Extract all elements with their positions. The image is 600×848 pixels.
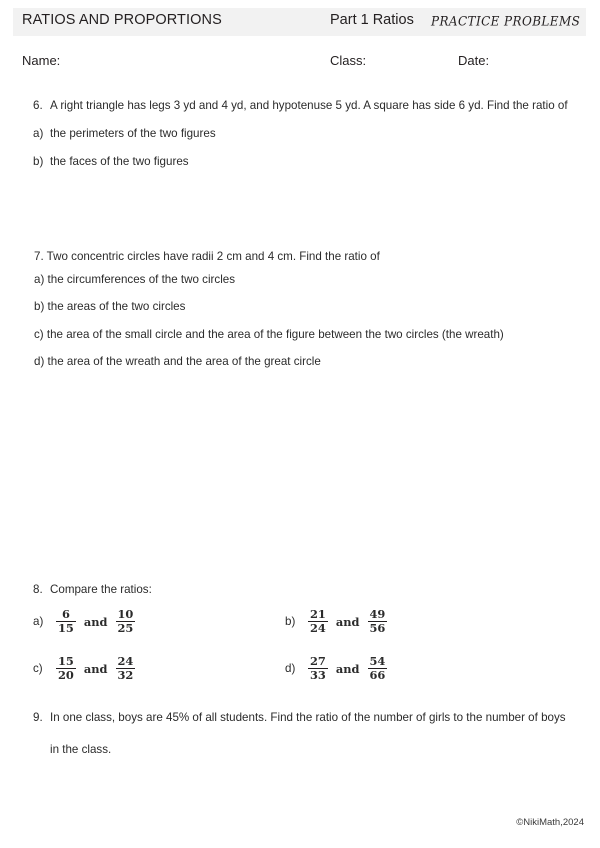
denominator: 56: [369, 621, 386, 636]
question-8-item-a-label: a): [33, 615, 44, 629]
question-8-item-b: [285, 608, 388, 636]
header-practice-problems-label: PRACTICE PROBLEMS: [431, 14, 581, 29]
name-field-label: Name:: [22, 53, 61, 68]
question-8-item-d-fraction-2: [368, 655, 388, 683]
denominator: 33: [310, 668, 326, 683]
question-6-marker: 6.: [33, 99, 43, 112]
question-8-item-c: [33, 655, 136, 683]
question-9-line-2: in the class.: [50, 742, 112, 756]
question-7-part-a: a) the circumferences of the two circles: [34, 273, 236, 286]
question-6-stem: [33, 98, 568, 114]
question-8-item-a: [33, 608, 136, 636]
footer-copyright: ©NikiMath,2024: [516, 817, 584, 828]
question-9-text: In one class, boys are 45% of all students. Find the ratio of the number of girls to the number of boys: [50, 711, 566, 724]
denominator: 20: [58, 668, 74, 683]
question-9-marker: 9.: [33, 711, 43, 724]
question-8-item-a-and: and: [83, 614, 108, 629]
question-8-item-c-and: and: [83, 661, 108, 676]
question-9: [33, 710, 578, 757]
class-field-label: Class:: [330, 53, 367, 68]
question-6-part-b-text: the faces of the two figures: [50, 155, 189, 168]
question-6-part-b-marker: b): [33, 155, 44, 168]
question-8-item-a-fraction-1: [56, 608, 76, 636]
question-8-stem: [33, 582, 152, 598]
denominator: 32: [117, 668, 134, 683]
denominator: 24: [310, 621, 326, 636]
numerator: 49: [369, 607, 386, 621]
numerator: 24: [117, 654, 134, 668]
question-6-part-b: [33, 154, 189, 170]
numerator: 15: [58, 654, 74, 668]
question-8-item-b-label: b): [285, 615, 296, 629]
question-6-part-a-marker: a): [33, 127, 44, 140]
question-6-text: A right triangle has legs 3 yd and 4 yd, and hypotenuse 5 yd. A square has side 6 yd. Find the ratio of: [50, 99, 568, 112]
numerator: 6: [61, 607, 70, 621]
header-part-label: Part 1 Ratios: [330, 12, 414, 28]
numerator: 21: [310, 607, 326, 621]
worksheet-title: RATIOS AND PROPORTIONS: [22, 12, 222, 28]
question-8-marker: 8.: [33, 583, 43, 596]
question-8-item-b-fraction-1: [308, 608, 328, 636]
question-8-item-b-fraction-2: [368, 608, 388, 636]
question-8-item-c-label: c): [33, 662, 43, 676]
question-8-item-c-fraction-1: [56, 655, 76, 683]
question-7-part-d: d) the area of the wreath and the area of the great circle: [34, 355, 321, 368]
numerator: 27: [310, 654, 326, 668]
question-7-part-c: c) the area of the small circle and the area of the figure between the two circles (the wreath): [34, 328, 504, 341]
denominator: 15: [58, 621, 74, 636]
question-8-item-d-and: and: [335, 661, 360, 676]
question-8-item-d: [285, 655, 388, 683]
denominator: 66: [369, 668, 386, 683]
denominator: 25: [117, 621, 134, 636]
question-8-item-c-fraction-2: [116, 655, 136, 683]
question-7-stem: 7. Two concentric circles have radii 2 cm and 4 cm. Find the ratio of: [34, 250, 380, 263]
question-8-item-d-fraction-1: [308, 655, 328, 683]
question-6-part-a: [33, 126, 216, 142]
question-8-item-a-fraction-2: [116, 608, 136, 636]
question-6-part-a-text: the perimeters of the two figures: [50, 127, 216, 140]
question-8-text: Compare the ratios:: [50, 583, 152, 596]
question-8-item-d-label: d): [285, 662, 296, 676]
question-9-line-1: [33, 710, 578, 726]
numerator: 54: [369, 654, 386, 668]
question-8-item-b-and: and: [335, 614, 360, 629]
header-banner: [13, 8, 586, 36]
date-field-label: Date:: [458, 53, 490, 68]
numerator: 10: [117, 607, 134, 621]
question-7-part-b: b) the areas of the two circles: [34, 300, 186, 313]
